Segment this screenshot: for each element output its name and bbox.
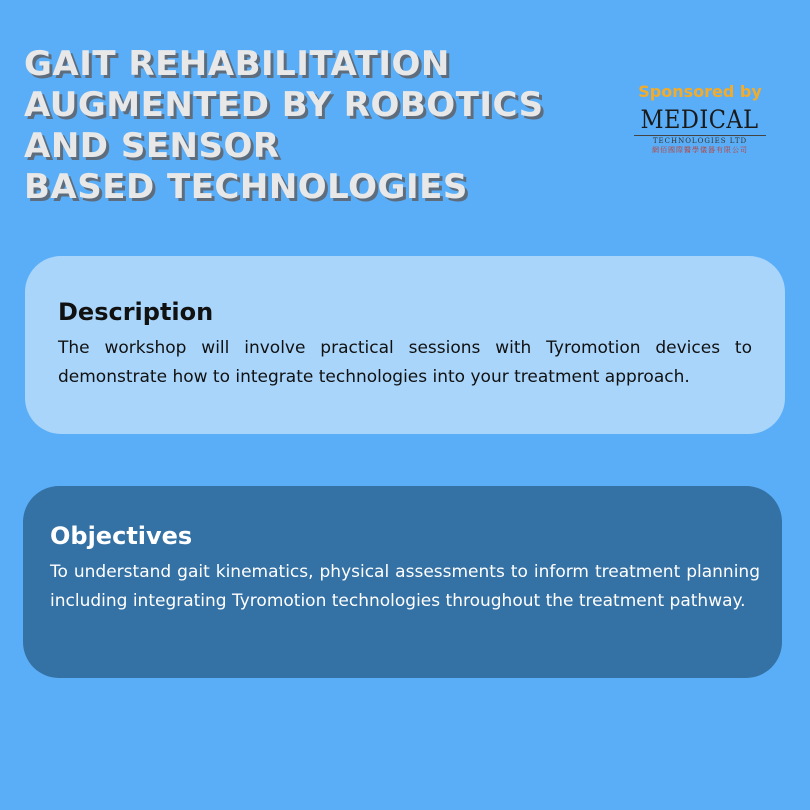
title-line-3: AND SENSOR (24, 126, 280, 166)
sponsor-logo (634, 107, 765, 155)
logo-sub-text: TECHNOLOGIES LTD (634, 135, 765, 146)
page-title (24, 44, 624, 208)
description-text: The workshop will involve practical sessions with Tyromotion devices to demonstrate how to integrate technologies into your treatment approach. (58, 338, 752, 387)
description-card (25, 256, 785, 434)
title-line-2: AUGMENTED BY ROBOTICS (24, 85, 544, 125)
objectives-card (23, 486, 782, 678)
objectives-heading: Objectives (50, 522, 193, 550)
sponsor-block (630, 82, 770, 156)
title-line-1: GAIT REHABILITATION (24, 44, 450, 84)
title-line-4: BASED TECHNOLOGIES (24, 167, 468, 207)
objectives-text: To understand gait kinematics, physical assessments to inform treatment planning including integrating Tyromotion technologies throughout the treatment pathway. (50, 562, 760, 611)
logo-main-text: MEDICAL (641, 105, 759, 134)
sponsor-label: Sponsored by (638, 82, 762, 101)
logo-chinese-text: 網佰國際醫學儀器有限公司 (652, 146, 748, 154)
description-heading: Description (58, 298, 214, 326)
